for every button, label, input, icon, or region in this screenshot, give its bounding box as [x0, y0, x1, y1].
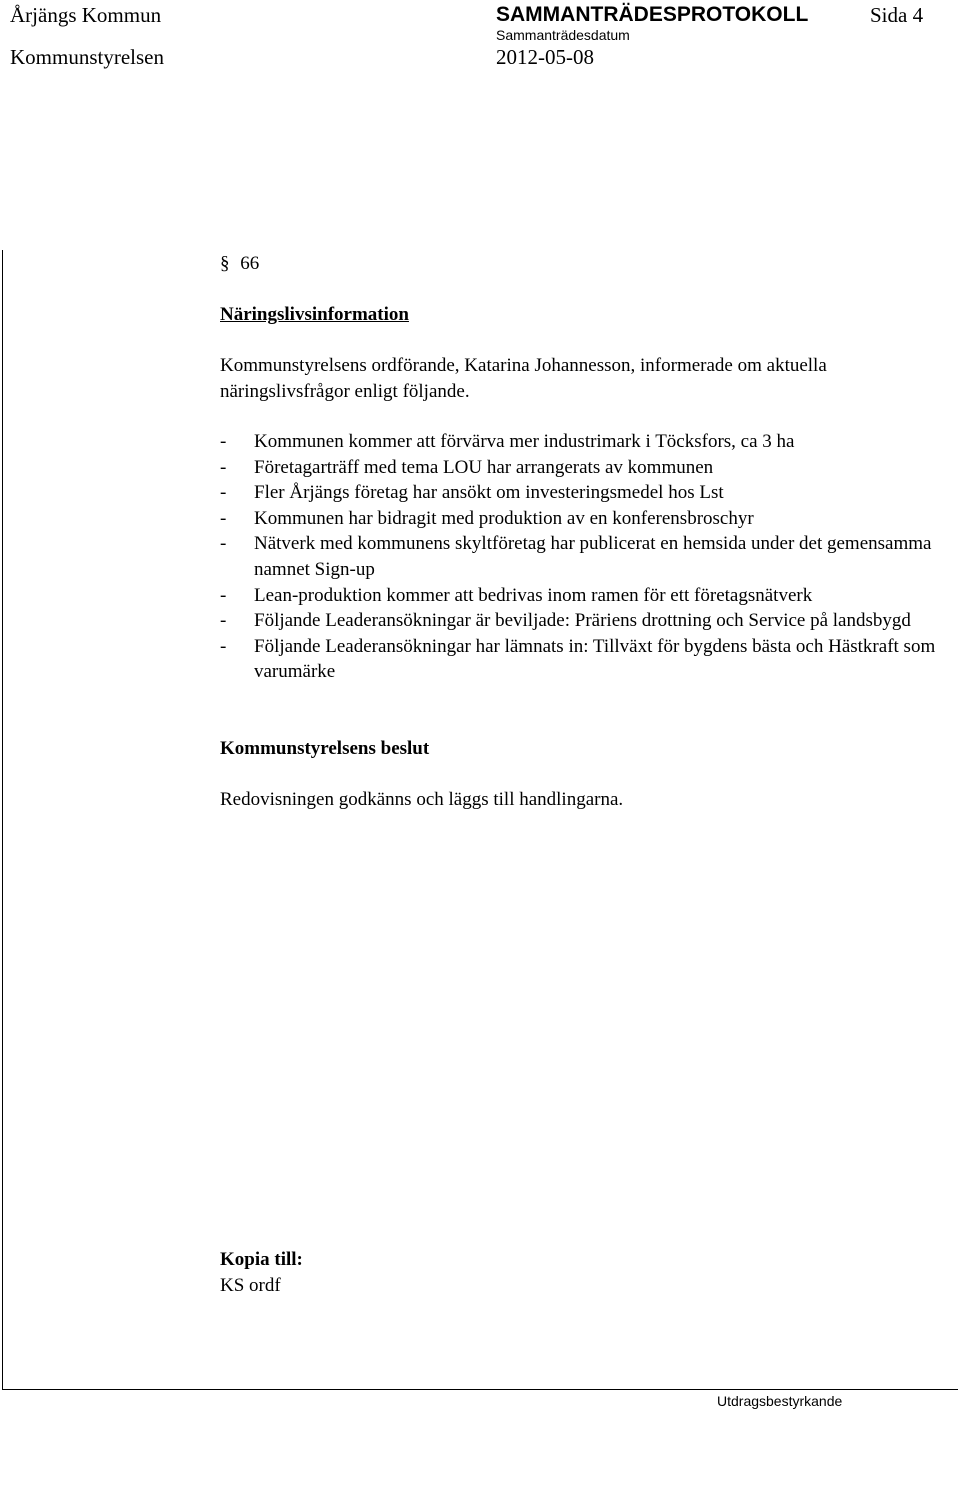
- footer-rule: [2, 1389, 958, 1390]
- copy-heading: Kopia till:: [220, 1249, 303, 1270]
- list-item: [220, 531, 940, 582]
- meeting-date-label: Sammanträdesdatum: [496, 27, 630, 43]
- paragraph-symbol: §: [220, 253, 230, 274]
- section-number: [220, 251, 259, 277]
- copy-recipient: KS ordf: [220, 1275, 281, 1296]
- list-item: [220, 634, 940, 685]
- bullet-marker: -: [220, 533, 227, 555]
- bullet-marker: -: [220, 584, 227, 606]
- municipality-name: Årjängs Kommun: [10, 3, 162, 27]
- document-type: SAMMANTRÄDESPROTOKOLL: [496, 3, 809, 26]
- decision-heading: Kommunstyrelsens beslut: [220, 738, 430, 759]
- section-title: Näringslivsinformation: [220, 304, 409, 325]
- list-item: [220, 608, 940, 634]
- list-item-text: Följande Leaderansökningar är beviljade: Präriens drottning och Service på landsbygd: [254, 610, 911, 632]
- bullet-marker: -: [220, 431, 227, 452]
- meeting-date: 2012-05-08: [496, 45, 594, 69]
- list-item: [220, 583, 940, 609]
- decision-text: Redovisningen godkänns och läggs till handlingarna.: [220, 789, 624, 810]
- list-item-text: Kommunen har bidragit med produktion av en konferensbroschyr: [254, 507, 754, 529]
- bullet-marker: -: [220, 456, 227, 478]
- list-item: [220, 506, 940, 532]
- bullet-marker: -: [220, 507, 227, 529]
- list-item-text: Lean-produktion kommer att bedrivas inom ramen för ett företagsnätverk: [254, 584, 813, 606]
- list-item-text: Nätverk med kommunens skyltföretag har publicerat en hemsida under det gemensamma namnet Sign-up: [254, 533, 932, 580]
- list-item-text: Följande Leaderansökningar har lämnats in: Tillväxt för bygdens bästa och Hästkraft som varumärke: [254, 635, 936, 683]
- list-item: [220, 455, 940, 481]
- list-item-text: Kommunen kommer att förvärva mer industrimark i Töcksfors, ca 3 ha: [254, 431, 795, 452]
- committee-name: Kommunstyrelsen: [10, 45, 164, 69]
- list-item-text: Fler Årjängs företag har ansökt om investeringsmedel hos Lst: [254, 482, 724, 504]
- bullet-list: [220, 429, 940, 685]
- bullet-marker: -: [220, 482, 227, 504]
- left-margin-rule: [2, 250, 3, 1390]
- certification-label: Utdragsbestyrkande: [717, 1393, 843, 1409]
- list-item: [220, 480, 940, 506]
- bullet-marker: -: [220, 635, 227, 657]
- intro-paragraph: Kommunstyrelsens ordförande, Katarina Johannesson, informerade om aktuella näringslivsfrågor enligt följande.: [220, 355, 827, 402]
- section-number-value: 66: [240, 253, 260, 274]
- list-item: [220, 429, 940, 455]
- bullet-marker: -: [220, 610, 227, 632]
- list-item-text: Företagarträff med tema LOU har arrangerats av kommunen: [254, 456, 714, 478]
- page-number: Sida 4: [870, 3, 924, 27]
